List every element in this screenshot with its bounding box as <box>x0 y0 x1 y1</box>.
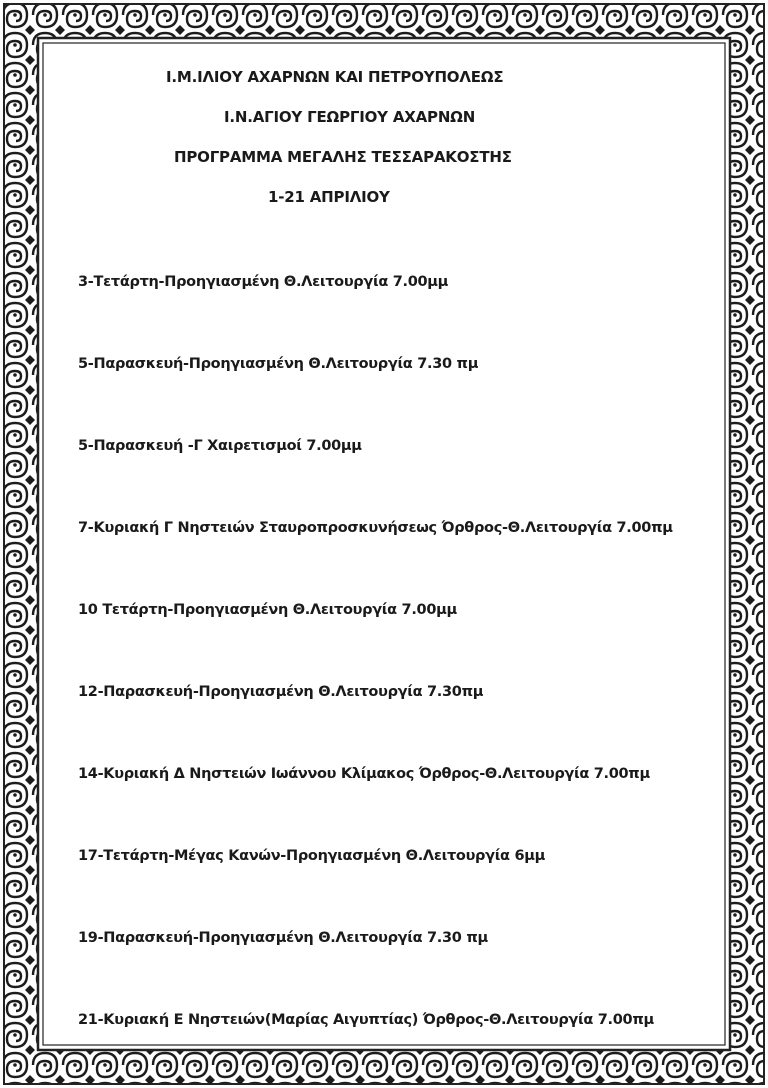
event-item: 5-Παρασκευή-Προηγιασμένη Θ.Λειτουργία 7.30 πμ <box>78 356 479 372</box>
event-item: 3-Τετάρτη-Προηγιασμένη Θ.Λειτουργία 7.00μμ <box>78 274 449 290</box>
event-item: 5-Παρασκευή -Γ Χαιρετισμοί 7.00μμ <box>78 438 362 454</box>
header-program-title: ΠΡΟΓΡΑΜΜΑ ΜΕΓΑΛΗΣ ΤΕΣΣΑΡΑΚΟΣΤΗΣ <box>174 148 512 166</box>
event-item: 21-Κυριακή Ε Νηστειών(Μαρίας Αιγυπτίας) Όρθρος-Θ.Λειτουργία 7.00πμ <box>78 1012 654 1028</box>
event-item: 19-Παρασκευή-Προηγιασμένη Θ.Λειτουργία 7.30 πμ <box>78 930 488 946</box>
header-metropolis: Ι.Μ.ΙΛΙΟΥ ΑΧΑΡΝΩΝ ΚΑΙ ΠΕΤΡΟΥΠΟΛΕΩΣ <box>166 68 504 86</box>
event-item: 10 Τετάρτη-Προηγιασμένη Θ.Λειτουργία 7.00μμ <box>78 602 457 618</box>
event-item: 12-Παρασκευή-Προηγιασμένη Θ.Λειτουργία 7.30πμ <box>78 684 484 700</box>
program-content <box>46 46 722 1042</box>
event-item: 7-Κυριακή Γ Νηστειών Σταυροπροσκυνήσεως Όρθρος-Θ.Λειτουργία 7.00πμ <box>78 520 673 536</box>
event-item: 14-Κυριακή Δ Νηστειών Ιωάννου Κλίμακος Όρθρος-Θ.Λειτουργία 7.00πμ <box>78 766 650 782</box>
event-item: 17-Τετάρτη-Μέγας Κανών-Προηγιασμένη Θ.Λειτουργία 6μμ <box>78 848 545 864</box>
header-church: Ι.Ν.ΑΓΙΟΥ ΓΕΩΡΓΙΟΥ ΑΧΑΡΝΩΝ <box>224 108 476 126</box>
header-date-range: 1-21 ΑΠΡΙΛΙΟΥ <box>268 188 390 206</box>
